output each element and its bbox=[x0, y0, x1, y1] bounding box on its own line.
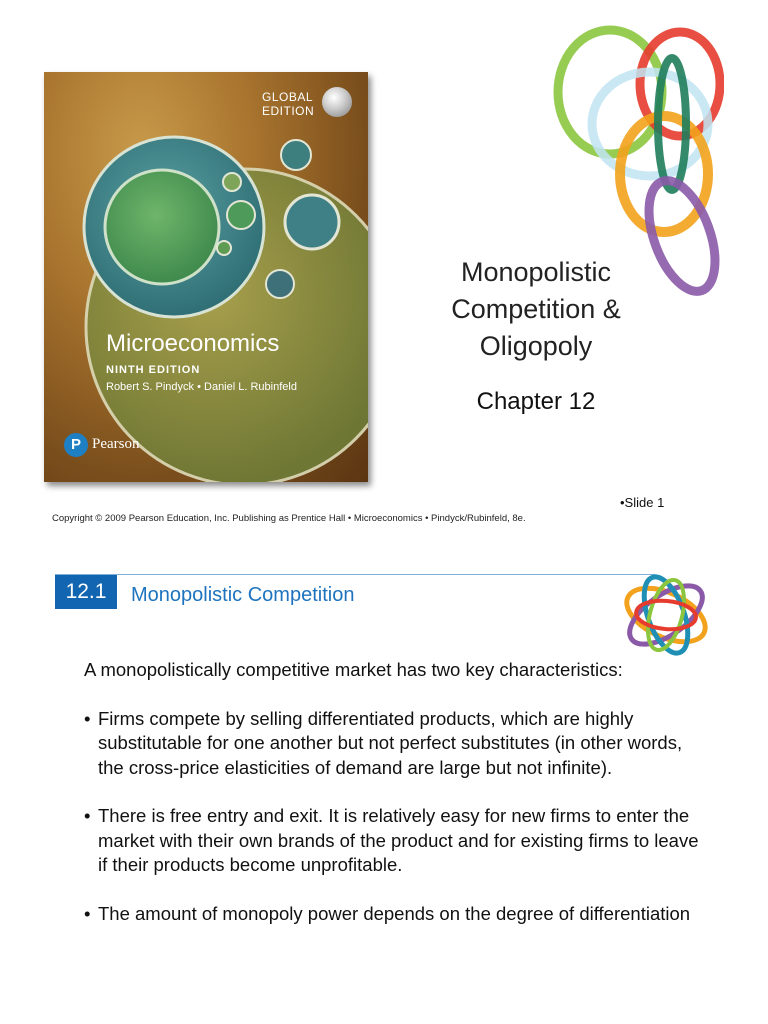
cover-circles-art bbox=[44, 72, 368, 482]
global-edition-disc-icon bbox=[322, 87, 352, 117]
rings-graphic bbox=[612, 565, 720, 665]
bullet-marker: • bbox=[84, 902, 91, 924]
intro-text: A monopolistically competitive market has two key characteristics: bbox=[84, 659, 623, 680]
badge-line-1: GLOBAL bbox=[262, 90, 314, 104]
book-edition: NINTH EDITION bbox=[106, 364, 201, 376]
bullet-text: Firms compete by selling differentiated products, which are highly substitutable for one another but not perfect substitutes (in other words, the cross-price elasticities of demand are large but not infinite). bbox=[98, 707, 683, 778]
content-slide bbox=[0, 555, 768, 1024]
section-number-badge: 12.1 bbox=[55, 575, 117, 609]
slide-title-line-2: Competition & bbox=[451, 294, 621, 324]
chapter-label: Chapter 12 bbox=[476, 388, 596, 415]
book-title: Microeconomics bbox=[106, 330, 280, 357]
bullet-marker: • bbox=[84, 707, 91, 729]
bullet-text: The amount of monopoly power depends on the degree of differentiation bbox=[98, 902, 691, 924]
book-authors: Robert S. Pindyck • Daniel L. Rubinfeld bbox=[106, 381, 297, 393]
bullet-text: There is free entry and exit. It is relatively easy for new firms to enter the market with their own brands of the product and for existing firms to leave if their products become unprofitable. bbox=[98, 805, 699, 875]
bullet-item bbox=[84, 902, 704, 927]
slide-title-line-3: Oligopoly bbox=[479, 331, 593, 361]
copyright-footer: Copyright © 2009 Pearson Education, Inc. Publishing as Prentice Hall • Microeconomics • Pindyck/Rubinfeld, 8e. bbox=[52, 513, 526, 524]
global-edition-badge bbox=[262, 90, 314, 118]
section-heading: Monopolistic Competition bbox=[131, 584, 355, 606]
bullet-marker: • bbox=[84, 805, 91, 826]
slide-title bbox=[424, 254, 648, 365]
publisher-name: Pearson bbox=[92, 436, 140, 452]
slide-number: •Slide 1 bbox=[620, 495, 665, 510]
header-rule bbox=[55, 574, 655, 575]
pearson-logo-icon: P bbox=[64, 433, 88, 457]
slide-title-line-1: Monopolistic bbox=[460, 257, 612, 287]
textbook-cover bbox=[44, 72, 368, 482]
slide-body bbox=[84, 658, 704, 950]
badge-line-2: EDITION bbox=[262, 104, 315, 118]
bullet-item bbox=[84, 804, 704, 878]
bullet-item bbox=[84, 707, 704, 781]
